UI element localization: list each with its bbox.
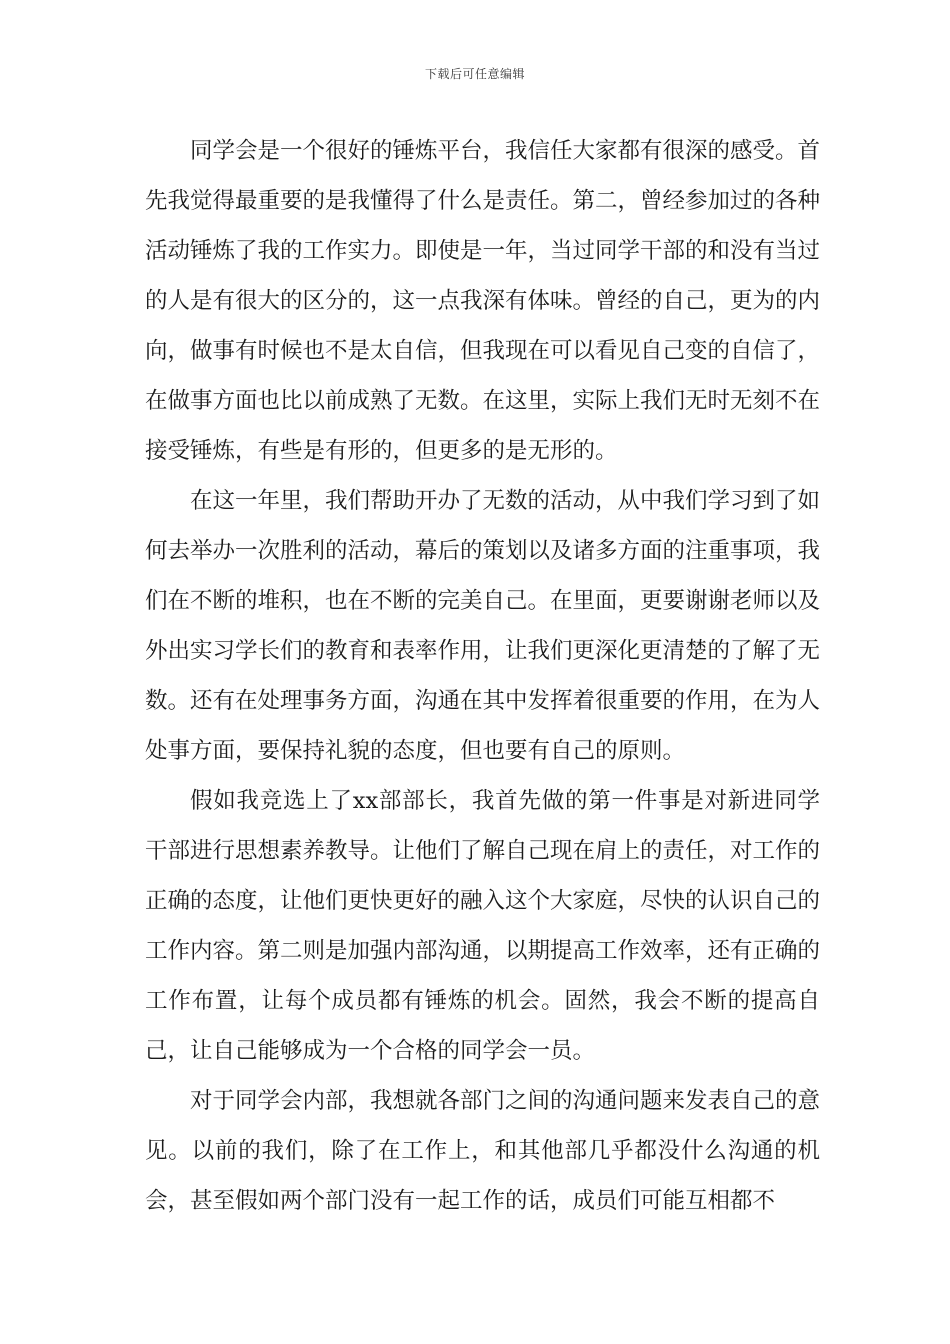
document-body (145, 126, 820, 1226)
paragraph-1: 同学会是一个很好的锤炼平台，我信任大家都有很深的感受。首先我觉得最重要的是我懂得了什么是责任。第二，曾经参加过的各种活动锤炼了我的工作实力。即使是一年，当过同学干部的和没有当过的人是有很大的区分的，这一点我深有体味。曾经的自己，更为的内向，做事有时候也不是太自信，但我现在可以看见自己变的自信了，在做事方面也比以前成熟了无数。在这里，实际上我们无时无刻不在接受锤炼，有些是有形的，但更多的是无形的。 (145, 138, 821, 464)
paragraph-4: 对于同学会内部，我想就各部门之间的沟通问题来发表自己的意见。以前的我们，除了在工作上，和其他部几乎都没什么沟通的机会，甚至假如两个部门没有一起工作的话，成员们可能互相都不 (145, 1088, 821, 1214)
page-header-note: 下载后可任意编辑 (424, 67, 525, 81)
paragraph-3: 假如我竞选上了xx部部长，我首先做的第一件事是对新进同学干部进行思想素养教导。让他们了解自己现在肩上的责任，对工作的正确的态度，让他们更快更好的融入这个大家庭，尽快的认识自己的工作内容。第二则是加强内部沟通，以期提高工作效率，还有正确的工作布置，让每个成员都有锤炼的机会。固然，我会不断的提高自己，让自己能够成为一个合格的同学会一员。 (145, 788, 821, 1064)
paragraph-2: 在这一年里，我们帮助开办了无数的活动，从中我们学习到了如何去举办一次胜利的活动，幕后的策划以及诸多方面的注重事项，我们在不断的堆积，也在不断的完美自己。在里面，更要谢谢老师以及外出实习学长们的教育和表率作用，让我们更深化更清楚的了解了无数。还有在处理事务方面，沟通在其中发挥着很重要的作用，在为人处事方面，要保持礼貌的态度，但也要有自己的原则。 (145, 488, 821, 764)
